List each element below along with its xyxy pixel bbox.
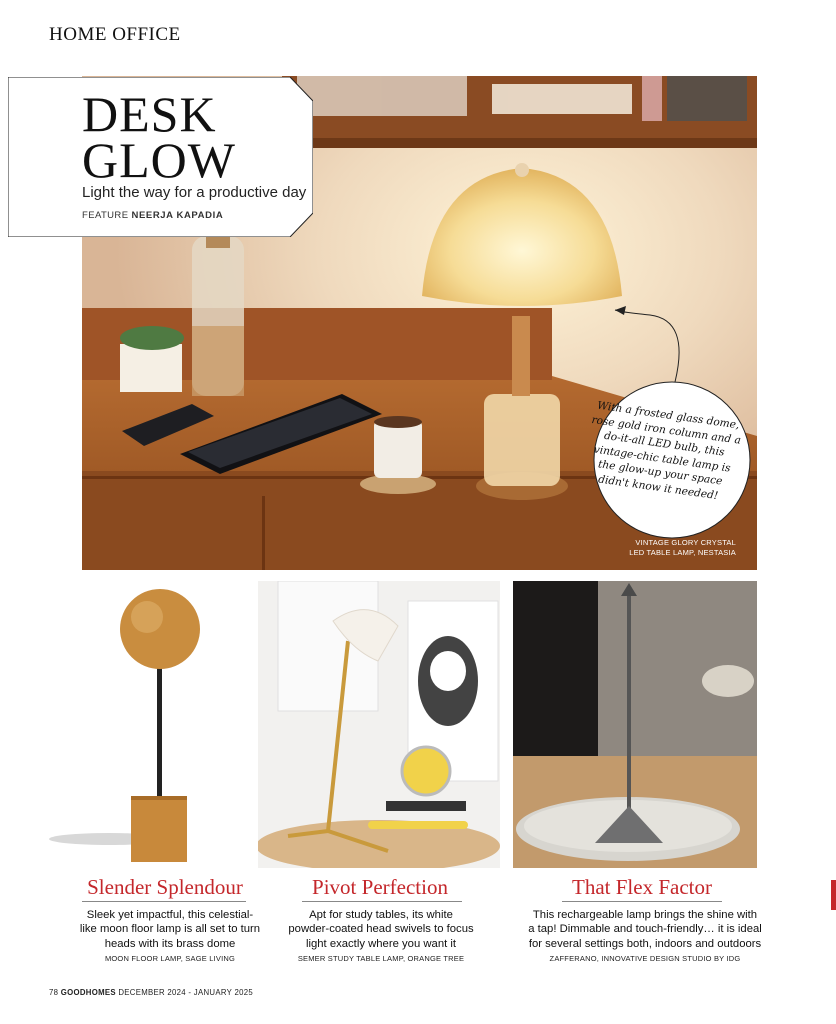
product-rule-2: [302, 901, 462, 902]
magazine-name: GOODHOMES: [60, 988, 116, 997]
product-desc-1-line-3: heads with its brass dome: [104, 937, 236, 950]
byline: [82, 210, 223, 221]
title-line-2: GLOW: [82, 132, 236, 188]
product-desc-2-line-3: light exactly where you want it: [305, 937, 457, 950]
callout-text: With a frosted glass dome, rose gold iron column and a do-it-all LED bulb, this vintage-chic table lamp is the glow-up your space didn't know it needed!: [590, 399, 742, 502]
product-desc-3-line-1: This rechargeable lamp brings the shine with: [532, 909, 758, 921]
product-desc-1-line-2: like moon floor lamp is all set to turn: [79, 923, 261, 936]
byline-author: NEERJA KAPADIA: [131, 210, 224, 221]
page-footer: [49, 988, 253, 997]
product-rule-3: [562, 901, 722, 902]
product-caption-1: MOON FLOOR LAMP, SAGE LIVING: [104, 954, 236, 963]
hero-caption: [596, 538, 736, 558]
hero-caption-line-1: VINTAGE GLORY CRYSTAL: [635, 538, 736, 547]
section-label: HOME OFFICE: [49, 24, 181, 45]
product-desc-2-line-1: Apt for study tables, its white: [309, 909, 453, 921]
product-image-flex-lamp: [513, 581, 757, 868]
product-desc-1: [70, 908, 270, 951]
page-number: 78: [49, 988, 59, 997]
product-desc-2-line-2: powder-coated head swivels to focus: [288, 923, 474, 936]
product-desc-3-line-3: for several settings both, indoors and outdoors: [528, 937, 762, 950]
product-desc-1-line-1: Sleek yet impactful, this celestial-: [86, 909, 254, 921]
product-title-2: Pivot Perfection: [312, 875, 448, 899]
product-rule-1: [82, 901, 246, 902]
subtitle: Light the way for a productive day: [82, 184, 307, 201]
byline-prefix: FEATURE: [82, 210, 129, 221]
hero-caption-line-2: LED TABLE LAMP, NESTASIA: [629, 548, 736, 557]
product-title-1: Slender Splendour: [87, 875, 243, 899]
product-desc-3: [510, 908, 780, 951]
page-edge-marker: [831, 880, 836, 910]
issue-date: DECEMBER 2024 - JANUARY 2025: [118, 988, 253, 997]
page-title: [82, 86, 236, 188]
product-caption-2: SEMER STUDY TABLE LAMP, ORANGE TREE: [297, 954, 465, 963]
product-image-study-lamp: [258, 581, 500, 868]
product-image-moon-lamp: [49, 581, 251, 868]
product-desc-2: [276, 908, 486, 951]
product-caption-3: ZAFFERANO, INNOVATIVE DESIGN STUDIO BY IDG: [549, 954, 741, 963]
title-box: [8, 77, 313, 237]
product-desc-3-line-2: a tap! Dimmable and touch-friendly… it is ideal: [528, 923, 762, 936]
title-line-1: DESK: [82, 86, 217, 142]
product-title-3: That Flex Factor: [572, 875, 712, 899]
